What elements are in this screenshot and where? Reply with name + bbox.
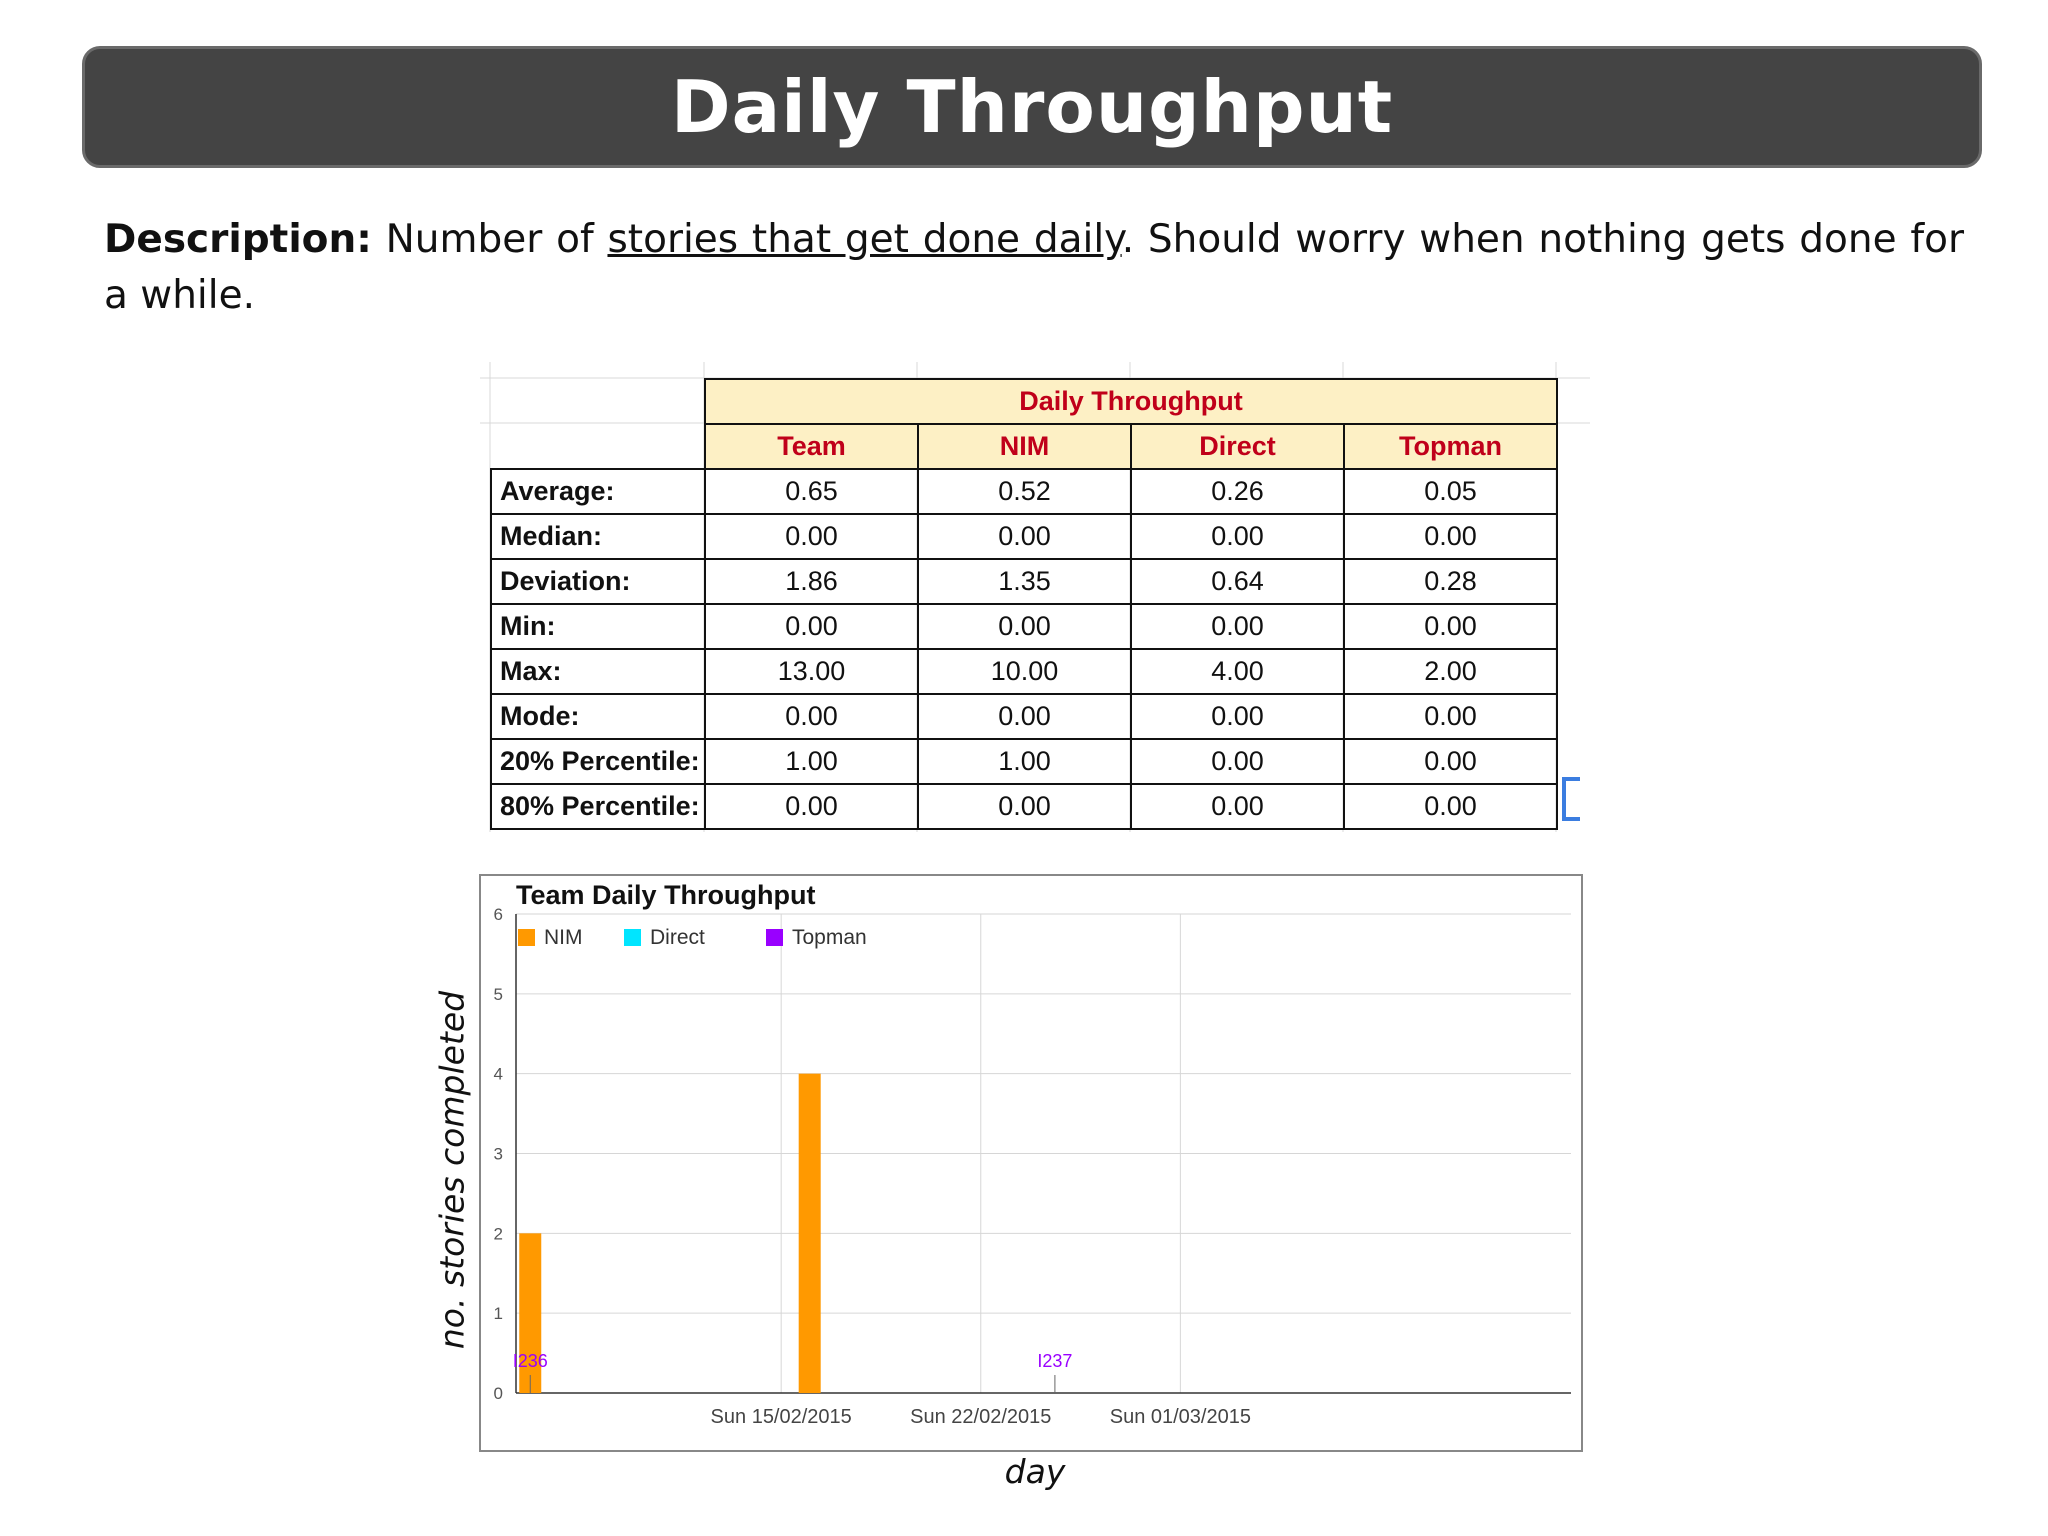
column-header: Topman bbox=[1344, 424, 1557, 469]
table-cell: 4.00 bbox=[1131, 649, 1344, 694]
row-label: Median: bbox=[491, 514, 705, 559]
table-cell: 0.00 bbox=[705, 694, 918, 739]
table-cell: 1.86 bbox=[705, 559, 918, 604]
x-tick-label: Sun 01/03/2015 bbox=[1109, 1406, 1251, 1428]
chart-frame bbox=[479, 874, 1583, 1452]
chart bbox=[481, 876, 1581, 1450]
column-header: Direct bbox=[1131, 424, 1344, 469]
table-cell: 10.00 bbox=[918, 649, 1131, 694]
x-axis-label: day bbox=[1004, 1452, 1066, 1491]
cell-selection-marker[interactable] bbox=[1562, 777, 1580, 821]
table-cell: 1.00 bbox=[705, 739, 918, 784]
table-row bbox=[491, 739, 1557, 784]
table-cell: 0.00 bbox=[918, 694, 1131, 739]
table-corner-2 bbox=[491, 424, 705, 469]
title-bar bbox=[82, 46, 1982, 168]
table-cell: 0.64 bbox=[1131, 559, 1344, 604]
legend-label: Topman bbox=[792, 926, 867, 949]
table-cell: 0.00 bbox=[1344, 514, 1557, 559]
description bbox=[104, 212, 1964, 324]
row-label: Average: bbox=[491, 469, 705, 514]
chart-title: Team Daily Throughput bbox=[516, 880, 816, 910]
table-cell: 0.00 bbox=[918, 784, 1131, 829]
legend-swatch bbox=[624, 929, 641, 946]
x-tick-label: Sun 22/02/2015 bbox=[910, 1406, 1052, 1428]
table-cell: 0.00 bbox=[1131, 739, 1344, 784]
legend-label: Direct bbox=[650, 926, 705, 949]
table-cell: 0.00 bbox=[1131, 604, 1344, 649]
annotation-label: I237 bbox=[1037, 1351, 1073, 1371]
table-cell: 0.52 bbox=[918, 469, 1131, 514]
table-cell: 1.00 bbox=[918, 739, 1131, 784]
table-cell: 0.00 bbox=[1344, 739, 1557, 784]
table-cell: 0.00 bbox=[1344, 784, 1557, 829]
row-label: 20% Percentile: bbox=[491, 739, 705, 784]
row-label: Mode: bbox=[491, 694, 705, 739]
bar-nim bbox=[799, 1074, 821, 1393]
y-tick-label: 4 bbox=[493, 1064, 503, 1084]
row-label: 80% Percentile: bbox=[491, 784, 705, 829]
table-title: Daily Throughput bbox=[705, 379, 1557, 424]
table-row bbox=[491, 649, 1557, 694]
table-cell: 0.00 bbox=[1131, 514, 1344, 559]
stats-table bbox=[490, 378, 1558, 830]
column-header: NIM bbox=[918, 424, 1131, 469]
table-row bbox=[491, 694, 1557, 739]
y-tick-label: 3 bbox=[493, 1144, 503, 1164]
column-header: Team bbox=[705, 424, 918, 469]
table-cell: 1.35 bbox=[918, 559, 1131, 604]
table-cell: 0.00 bbox=[705, 514, 918, 559]
table-cell: 13.00 bbox=[705, 649, 918, 694]
y-tick-label: 5 bbox=[493, 984, 503, 1004]
x-tick-label: Sun 15/02/2015 bbox=[710, 1406, 852, 1428]
table-cell: 0.26 bbox=[1131, 469, 1344, 514]
description-post: . Should worry when nothing gets done for a while. bbox=[104, 217, 1964, 318]
table-cell: 0.00 bbox=[705, 784, 918, 829]
legend-label: NIM bbox=[544, 926, 583, 949]
table-cell: 0.00 bbox=[705, 604, 918, 649]
y-tick-label: 6 bbox=[493, 905, 503, 924]
table-cell: 2.00 bbox=[1344, 649, 1557, 694]
legend-swatch bbox=[766, 929, 783, 946]
table-cell: 0.00 bbox=[1131, 694, 1344, 739]
table-row bbox=[491, 469, 1557, 514]
row-label: Max: bbox=[491, 649, 705, 694]
row-label: Deviation: bbox=[491, 559, 705, 604]
y-tick-label: 2 bbox=[493, 1224, 503, 1244]
y-tick-label: 1 bbox=[493, 1304, 503, 1324]
y-axis-label: no. stories completed bbox=[432, 990, 472, 1350]
description-link: stories that get done daily bbox=[607, 217, 1122, 262]
table-cell: 0.28 bbox=[1344, 559, 1557, 604]
table-cell: 0.05 bbox=[1344, 469, 1557, 514]
table-row bbox=[491, 784, 1557, 829]
page-title: Daily Throughput bbox=[670, 65, 1394, 149]
y-tick-label: 0 bbox=[493, 1384, 503, 1403]
table-cell: 0.00 bbox=[1131, 784, 1344, 829]
table-cell: 0.00 bbox=[918, 514, 1131, 559]
table-row bbox=[491, 604, 1557, 649]
table-row bbox=[491, 559, 1557, 604]
table-cell: 0.00 bbox=[918, 604, 1131, 649]
row-label: Min: bbox=[491, 604, 705, 649]
description-label: Description: bbox=[104, 217, 372, 262]
annotation-label: I236 bbox=[512, 1351, 548, 1371]
table-cell: 0.00 bbox=[1344, 694, 1557, 739]
legend-swatch bbox=[518, 929, 535, 946]
table-corner bbox=[491, 379, 705, 424]
table-row bbox=[491, 514, 1557, 559]
description-pre: Number of bbox=[371, 217, 608, 262]
table-cell: 0.65 bbox=[705, 469, 918, 514]
table-cell: 0.00 bbox=[1344, 604, 1557, 649]
